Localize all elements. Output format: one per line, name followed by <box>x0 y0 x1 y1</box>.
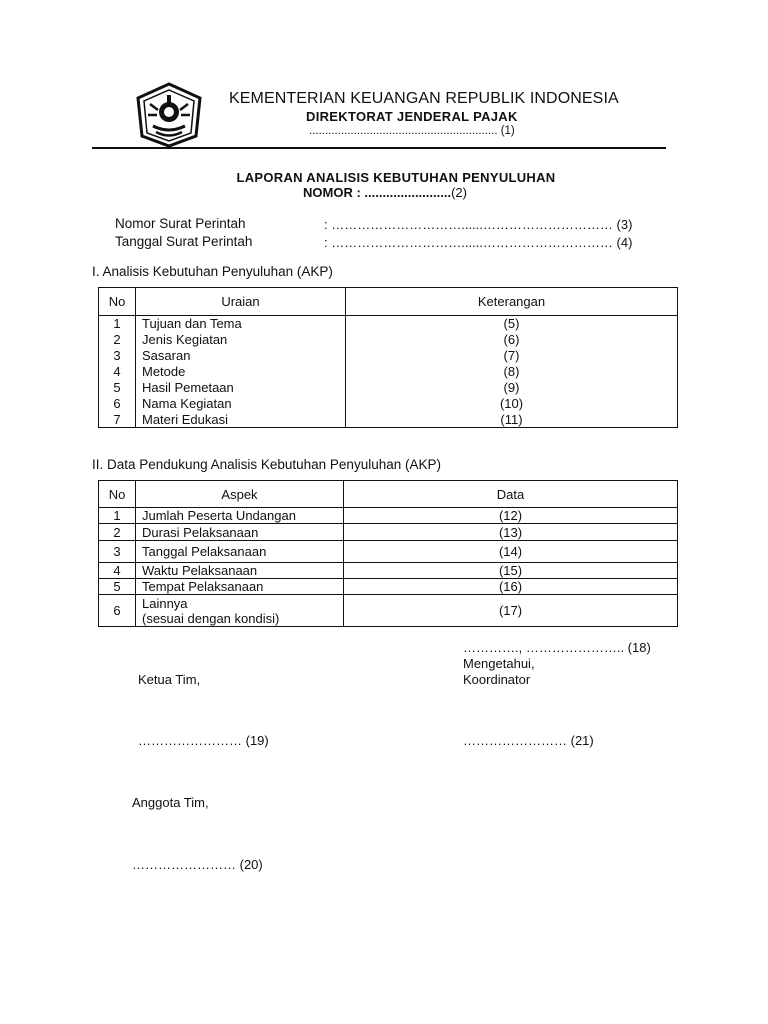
row-item: Nama Kegiatan <box>136 396 346 412</box>
table-row <box>99 595 678 627</box>
section-1-heading: I. Analisis Kebutuhan Penyuluhan (AKP) <box>92 264 333 279</box>
table-row <box>99 412 678 428</box>
column-header-data: Data <box>344 481 678 508</box>
table-row <box>99 563 678 579</box>
meta-label-nomor-sp: Nomor Surat Perintah <box>115 216 246 231</box>
akp-table <box>98 287 678 428</box>
row-note: (10) <box>346 396 678 412</box>
row-no: 4 <box>99 563 136 579</box>
row-no: 2 <box>99 332 136 348</box>
table-header-row <box>99 481 678 508</box>
supporting-data-table <box>98 480 678 627</box>
member-title: Anggota Tim, <box>132 795 209 810</box>
report-title: LAPORAN ANALISIS KEBUTUHAN PENYULUHAN <box>236 170 556 185</box>
row-item: Sasaran <box>136 348 346 364</box>
meta-label-tanggal-sp: Tanggal Surat Perintah <box>115 234 253 249</box>
table-row <box>99 508 678 524</box>
row-no: 1 <box>99 508 136 524</box>
row-no: 6 <box>99 595 136 627</box>
row-data: (13) <box>344 524 678 541</box>
meta-value-nomor-sp: : …………………………......………………………… (3) <box>324 217 633 232</box>
row-item-note: (sesuai dengan kondisi) <box>142 610 280 626</box>
meta-value-tanggal-sp: : …………………………......………………………… (4) <box>324 235 633 250</box>
table-row <box>99 380 678 396</box>
column-header-aspek: Aspek <box>136 481 344 508</box>
place-date-field: …………., ………………….. (18) <box>463 640 651 655</box>
row-item: Materi Edukasi <box>136 412 346 428</box>
row-no: 6 <box>99 396 136 412</box>
row-item: Metode <box>136 364 346 380</box>
table-row <box>99 332 678 348</box>
row-no: 7 <box>99 412 136 428</box>
row-no: 1 <box>99 316 136 332</box>
report-number-ref: (2) <box>451 185 467 200</box>
row-data: (16) <box>344 579 678 595</box>
leader-title: Ketua Tim, <box>138 672 201 687</box>
table-row <box>99 364 678 380</box>
ministry-name: KEMENTERIAN KEUANGAN REPUBLIK INDONESIA <box>229 90 619 107</box>
table-row <box>99 348 678 364</box>
coordinator-title: Koordinator <box>463 672 531 687</box>
row-note: (5) <box>346 316 678 332</box>
row-no: 4 <box>99 364 136 380</box>
row-note: (8) <box>346 364 678 380</box>
directorate-name: DIREKTORAT JENDERAL PAJAK <box>306 109 518 124</box>
table-row <box>99 396 678 412</box>
row-note: (6) <box>346 332 678 348</box>
row-no: 3 <box>99 348 136 364</box>
row-item: Tanggal Pelaksanaan <box>136 541 344 563</box>
column-header-no: No <box>99 288 136 316</box>
table-row <box>99 316 678 332</box>
row-item: Waktu Pelaksanaan <box>136 563 344 579</box>
column-header-no: No <box>99 481 136 508</box>
row-data: (12) <box>344 508 678 524</box>
member-name-field: …………………… (20) <box>132 857 263 872</box>
row-note: (7) <box>346 348 678 364</box>
row-no: 5 <box>99 380 136 396</box>
column-header-keterangan: Keterangan <box>346 288 678 316</box>
row-item: Jumlah Peserta Undangan <box>136 508 344 524</box>
office-name-field: ........................................................... (1) <box>309 125 515 137</box>
leader-name-field: …………………… (19) <box>138 733 269 748</box>
row-data: (17) <box>344 595 678 627</box>
row-note: (9) <box>346 380 678 396</box>
row-data: (15) <box>344 563 678 579</box>
row-item: Durasi Pelaksanaan <box>136 524 344 541</box>
table-row <box>99 579 678 595</box>
row-no: 3 <box>99 541 136 563</box>
row-item-label: Lainnya <box>142 595 188 611</box>
row-no: 5 <box>99 579 136 595</box>
row-data: (14) <box>344 541 678 563</box>
section-2-heading: II. Data Pendukung Analisis Kebutuhan Penyuluhan (AKP) <box>92 457 441 472</box>
row-item: Hasil Pemetaan <box>136 380 346 396</box>
row-no: 2 <box>99 524 136 541</box>
table-header-row <box>99 288 678 316</box>
report-number-label: NOMOR : ........................ <box>303 185 452 200</box>
column-header-uraian: Uraian <box>136 288 346 316</box>
row-note: (11) <box>346 412 678 428</box>
row-item: Tempat Pelaksanaan <box>136 579 344 595</box>
acknowledged-label: Mengetahui, <box>463 656 535 671</box>
table-row <box>99 541 678 563</box>
row-item: Jenis Kegiatan <box>136 332 346 348</box>
ministry-emblem-logo <box>134 82 204 148</box>
row-item <box>136 595 344 627</box>
report-number <box>303 185 467 200</box>
coordinator-name-field: …………………… (21) <box>463 733 594 748</box>
table-row <box>99 524 678 541</box>
header-divider <box>92 147 666 149</box>
row-item: Tujuan dan Tema <box>136 316 346 332</box>
